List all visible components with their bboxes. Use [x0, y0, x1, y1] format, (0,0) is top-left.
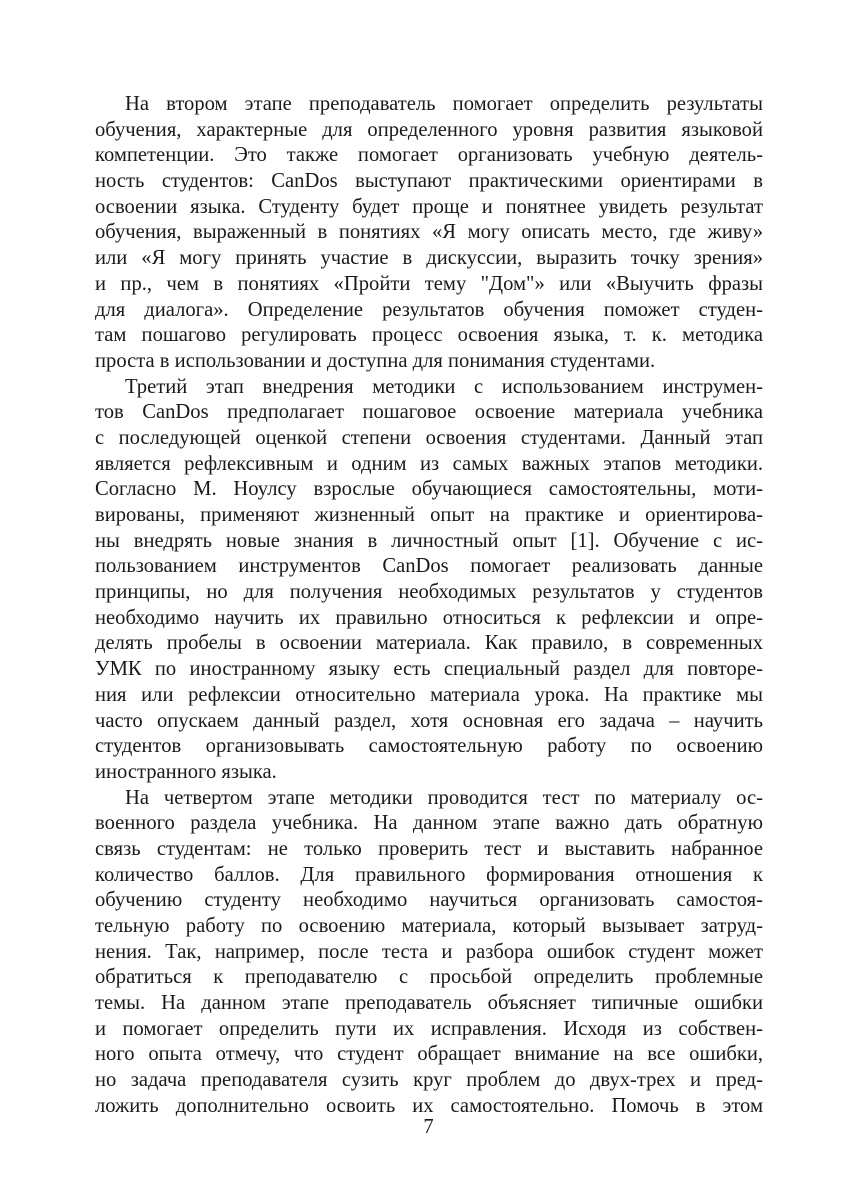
text-line: часто опускаем данный раздел, хотя основная его задача – научить	[95, 709, 763, 732]
text-line: необходимо научить их правильно относиться к рефлексии и опре-	[95, 606, 763, 629]
paragraph-stage-three	[95, 375, 763, 786]
text-line: обратиться к преподавателю с просьбой определить проблемные	[95, 966, 763, 989]
text-line: нения. Так, например, после теста и разбора ошибок студент может	[95, 940, 763, 963]
page-number: 7	[423, 1116, 434, 1138]
text-line: военного раздела учебника. На данном этапе важно дать обратную	[95, 812, 763, 835]
page-body	[95, 92, 763, 1120]
text-line: делять пробелы в освоении материала. Как правило, в современных	[95, 632, 763, 655]
text-line: пользованием инструментов CanDos помогает реализовать данные	[95, 555, 763, 578]
text-line: проста в использовании и доступна для понимания студентами.	[95, 349, 656, 372]
text-line: является рефлексивным и одним из самых важных этапов методики.	[95, 452, 763, 475]
text-line: принципы, но для получения необходимых результатов у студентов	[95, 581, 763, 604]
text-line: тов CanDos предполагает пошаговое освоение материала учебника	[95, 401, 763, 424]
text-line: вированы, применяют жизненный опыт на практике и ориентирова-	[95, 504, 763, 526]
paragraph-stage-four	[95, 786, 763, 1120]
paragraph-stage-two	[95, 92, 763, 375]
text-line: ность студентов: CanDos выступают практическими ориентирами в	[95, 170, 763, 193]
text-line: Третий этап внедрения методики с использованием инструмен-	[125, 375, 763, 398]
text-line: и пр., чем в понятиях «Пройти тему "Дом"» или «Выучить фразы	[95, 272, 763, 295]
text-line: или «Я могу принять участие в дискуссии, выразить точку зрения»	[95, 247, 763, 270]
text-line: На четвертом этапе методики проводится тест по материалу ос-	[125, 786, 763, 809]
text-line: ного опыта отмечу, что студент обращает внимание на все ошибки,	[95, 1043, 763, 1066]
text-line: там пошагово регулировать процесс освоения языка, т. к. методика	[95, 324, 763, 347]
text-line: обучения, выраженный в понятиях «Я могу описать место, где живу»	[95, 221, 763, 244]
text-line: студентов организовывать самостоятельную работу по освоению	[95, 735, 763, 758]
text-line: ны внедрять новые знания в личностный опыт [1]. Обучение с ис-	[95, 529, 763, 552]
text-line: УМК по иностранному языку есть специальный раздел для повторе-	[95, 658, 763, 681]
text-line: для диалога». Определение результатов обучения поможет студен-	[95, 298, 763, 321]
text-line: компетенции. Это также помогает организовать учебную деятель-	[95, 144, 763, 167]
text-line: тельную работу по освоению материала, который вызывает затруд-	[95, 915, 763, 937]
text-line: количество баллов. Для правильного формирования отношения к	[95, 863, 763, 886]
text-line: но задача преподавателя сузить круг проблем до двух-трех и пред-	[95, 1069, 763, 1092]
text-line: иностранного языка.	[95, 760, 277, 783]
text-line: с последующей оценкой степени освоения студентами. Данный этап	[95, 426, 763, 449]
text-line: На втором этапе преподаватель помогает определить результаты	[125, 93, 763, 115]
text-line: Согласно М. Ноулсу взрослые обучающиеся самостоятельны, моти-	[95, 478, 763, 501]
text-line: ложить дополнительно освоить их самостоятельно. Помочь в этом	[95, 1094, 763, 1117]
text-line: ния или рефлексии относительно материала урока. На практике мы	[95, 683, 763, 706]
text-line: освоении языка. Студенту будет проще и понятнее увидеть результат	[95, 195, 763, 218]
text-line: и помогает определить пути их исправления. Исходя из собствен-	[95, 1017, 763, 1040]
text-line: обучению студенту необходимо научиться организовать самостоя-	[95, 889, 763, 912]
text-line: обучения, характерные для определенного уровня развития языковой	[95, 118, 763, 141]
text-line: темы. На данном этапе преподаватель объясняет типичные ошибки	[95, 992, 763, 1015]
text-line: связь студентам: не только проверить тест и выставить набранное	[95, 837, 763, 860]
